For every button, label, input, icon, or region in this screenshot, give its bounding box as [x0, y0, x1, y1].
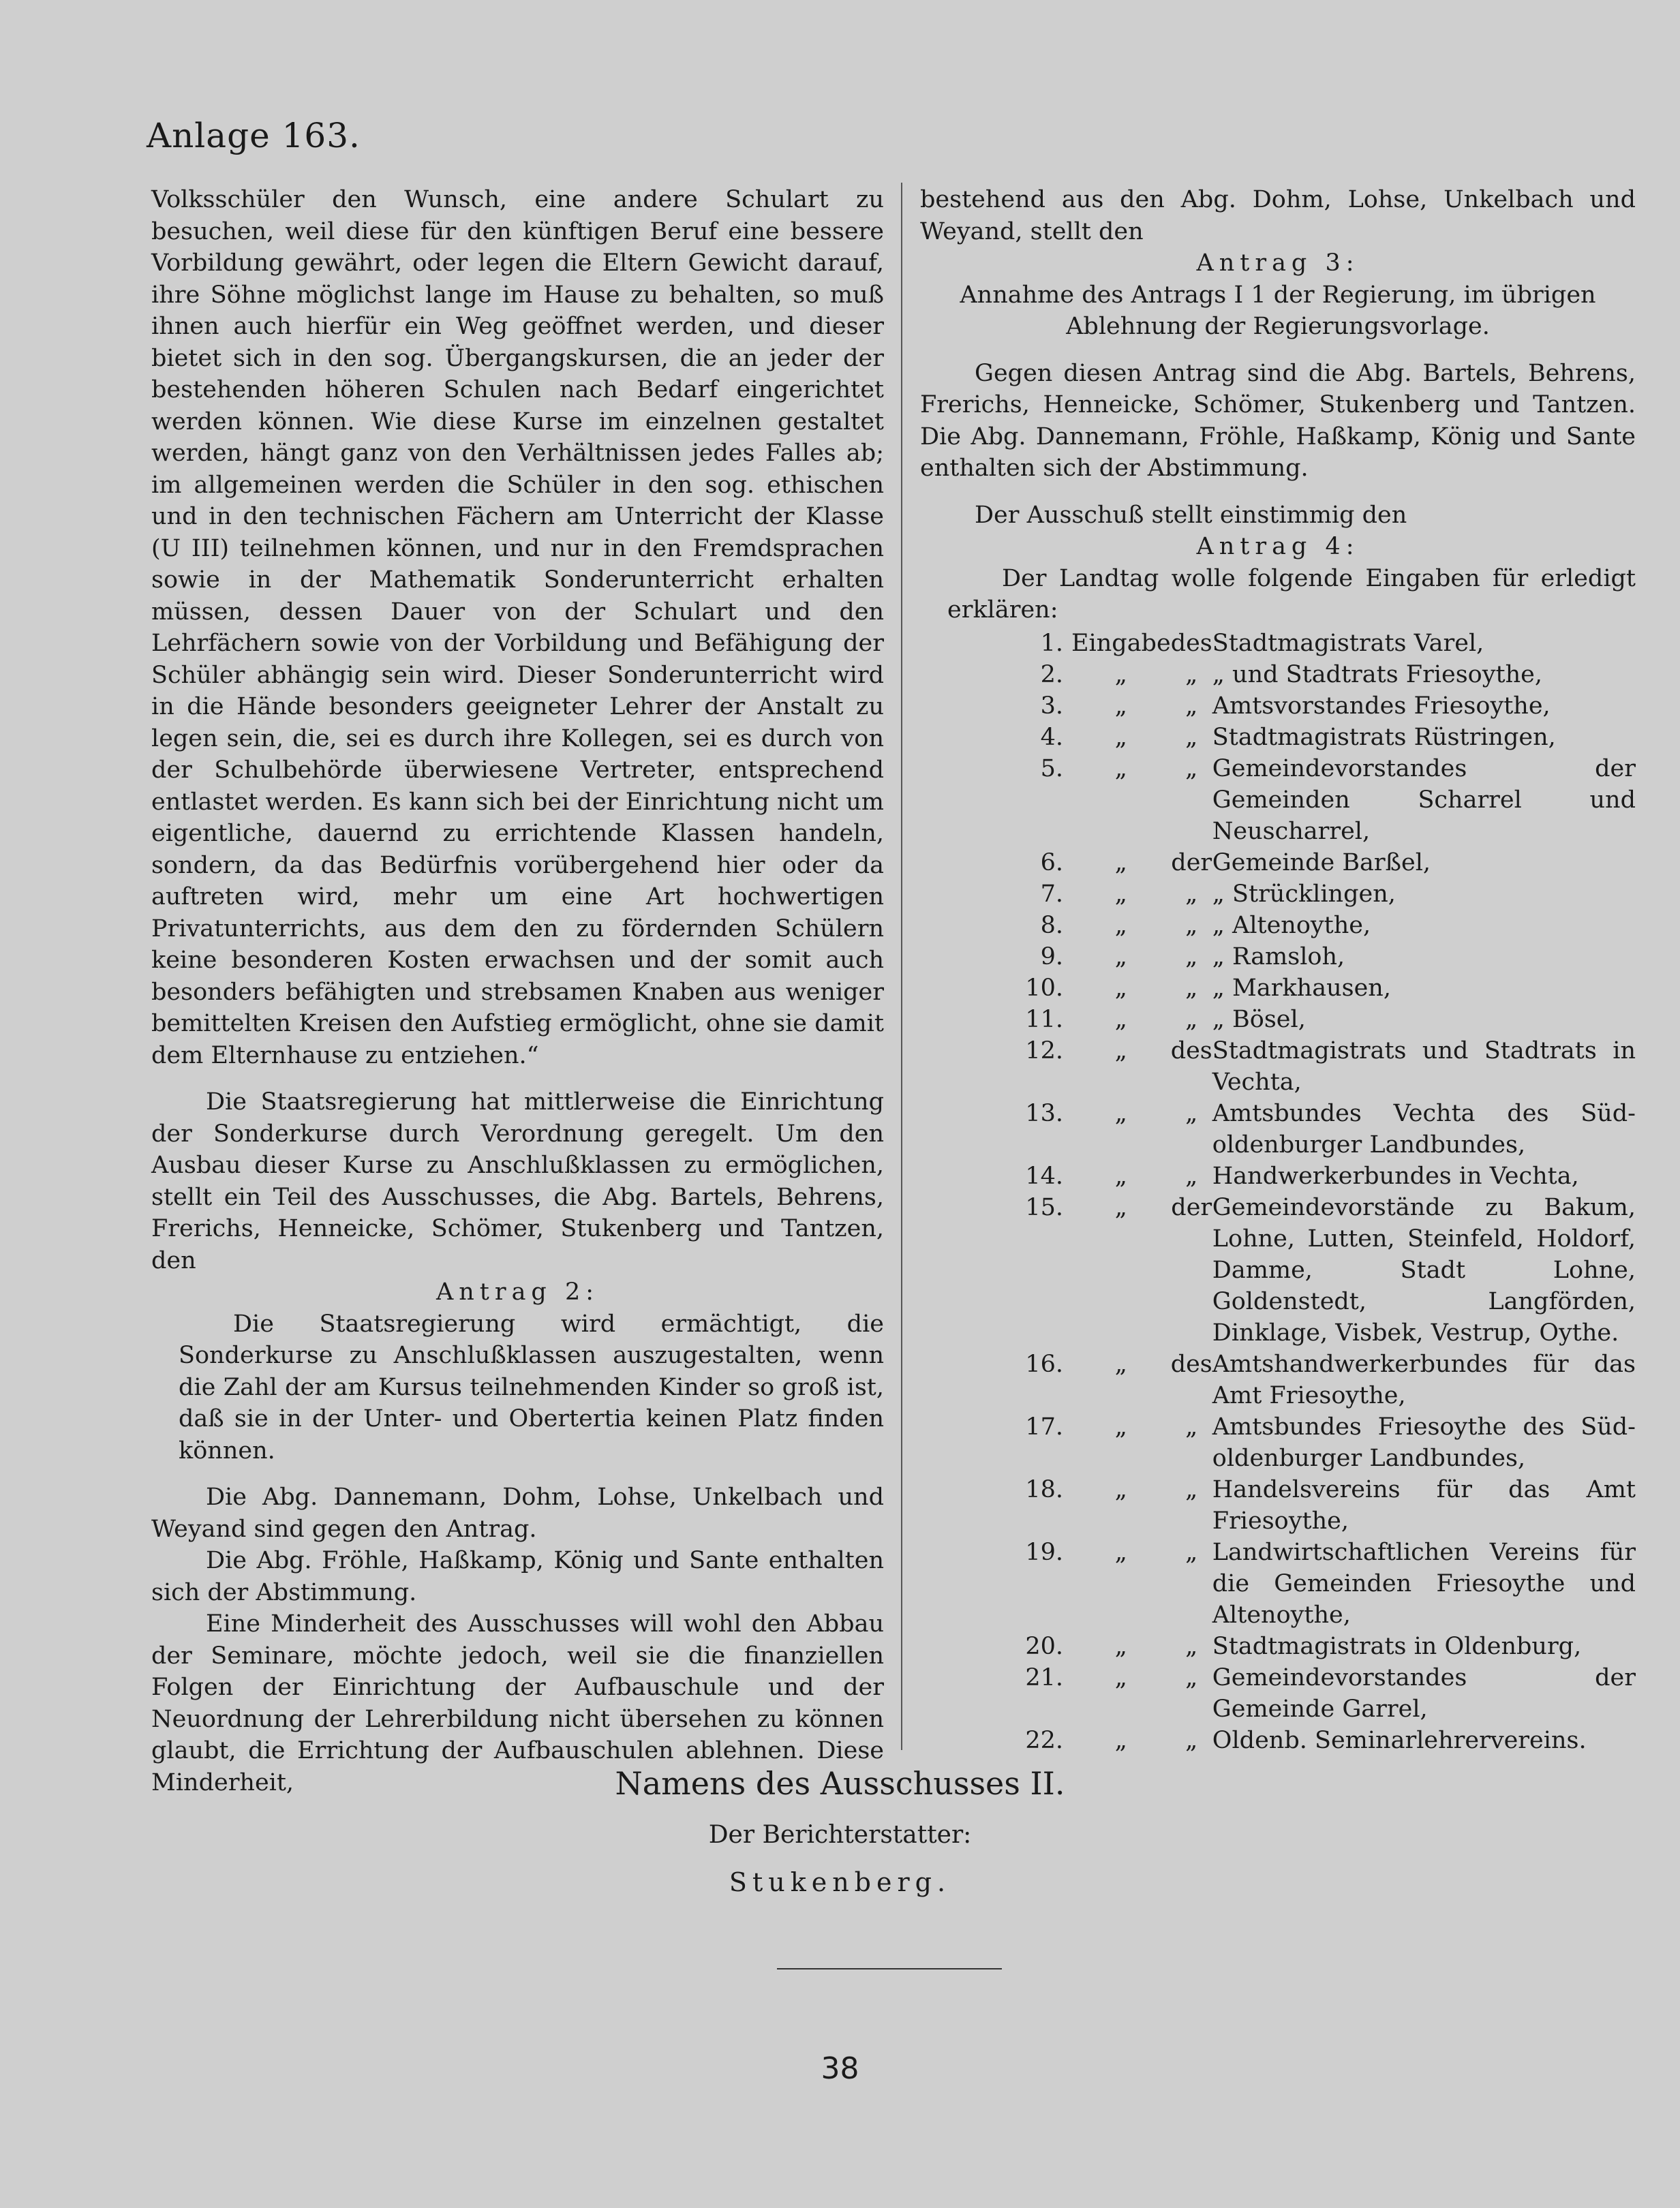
petition-prefix: „ — [1114, 723, 1127, 751]
paragraph: Gegen diesen Antrag sind die Abg. Bartels, Behrens, Frerichs, Henneicke, Schömer, Stukenberg und Tantzen. Die Abg. Dannemann, Fröhle, Haßkamp, König und Sante enthalten sich der Abstimmung. — [920, 359, 1636, 482]
paragraph: Die Abg. Fröhle, Haßkamp, König und Sante enthalten sich der Abstimmung. — [151, 1547, 884, 1606]
paragraph: Die Staatsregierung hat mittlerweise die Einrichtung der Sonderkurse durch Verordnung geregelt. Um den Ausbau dieser Kurse zu Anschlußklassen zu ermöglichen, stellt ein Teil des Ausschusses, die Abg. Bartels, Behrens, Frerichs, Henneicke, Schömer, Stukenberg und Tantzen, den — [151, 1088, 884, 1274]
petition-row — [920, 659, 1636, 690]
petition-prefix: „ — [1114, 942, 1127, 970]
petition-text: Stadtmagistrats Rüstringen, — [1212, 723, 1556, 751]
petition-article: des — [1170, 1037, 1212, 1064]
petition-prefix: „ — [1114, 660, 1127, 688]
petition-row — [920, 1662, 1636, 1725]
petition-article: „ — [1185, 880, 1198, 908]
petition-row — [920, 972, 1636, 1004]
petition-number: 16. — [1025, 1350, 1063, 1378]
petition-number: 15. — [1025, 1193, 1063, 1221]
paragraph: Der Ausschuß stellt einstimmig den — [975, 501, 1407, 529]
petition-prefix: „ — [1114, 974, 1127, 1002]
petition-text: Stadtmagistrats und Stadtrats in Vechta, — [1212, 1037, 1636, 1096]
petition-text: Oldenb. Seminarlehrervereins. — [1212, 1726, 1587, 1754]
petition-text: Landwirtschaftlichen Vereins für die Gemeinden Friesoythe und Altenoythe, — [1212, 1538, 1636, 1629]
petition-number: 18. — [1025, 1475, 1063, 1503]
petition-article: „ — [1185, 1538, 1198, 1566]
petition-prefix: „ — [1114, 1005, 1127, 1033]
petition-row — [920, 1035, 1636, 1098]
petition-row — [920, 1161, 1636, 1192]
petition-prefix: „ — [1114, 1538, 1127, 1566]
petition-row — [920, 690, 1636, 722]
petition-number: 9. — [1040, 942, 1063, 970]
motion-title: Antrag 2: — [436, 1278, 600, 1306]
petition-text: Stadtmagistrats Varel, — [1212, 629, 1484, 657]
petition-text: „ Bösel, — [1212, 1005, 1306, 1033]
rapporteur-label: Der Berichterstatter: — [708, 1821, 972, 1849]
petition-text: „ Markhausen, — [1212, 974, 1391, 1002]
petition-number: 2. — [1040, 660, 1063, 688]
petition-text: Handwerkerbundes in Vechta, — [1212, 1162, 1579, 1190]
petition-row — [920, 910, 1636, 941]
petition-prefix: „ — [1114, 692, 1127, 720]
petition-number: 12. — [1025, 1037, 1063, 1064]
petition-row — [920, 753, 1636, 847]
column-divider — [901, 183, 902, 1750]
petition-list — [920, 628, 1636, 1756]
petition-text: „ Ramsloh, — [1212, 942, 1345, 970]
paragraph: Eine Minderheit des Ausschusses will wohl den Abbau der Seminare, möchte jedoch, weil sie die finanziellen Folgen der Einrichtung der Aufbauschule und der Neuordnung der Lehrerbildung nicht übersehen zu können glaubt, die Errichtung der Aufbauschulen ablehnen. Diese Minderheit, — [151, 1610, 884, 1796]
petition-row — [920, 878, 1636, 910]
petition-row — [920, 1725, 1636, 1756]
petition-prefix: „ — [1114, 1099, 1127, 1127]
petition-text: Amtsvorstandes Friesoythe, — [1212, 692, 1551, 720]
petition-article: „ — [1185, 974, 1198, 1002]
rapporteur-name: Stukenberg. — [729, 1867, 951, 1897]
petition-row — [920, 847, 1636, 878]
horizontal-rule — [777, 1968, 1002, 1969]
petition-number: 10. — [1025, 974, 1063, 1002]
petition-prefix: „ — [1114, 754, 1127, 782]
petition-article: „ — [1185, 1413, 1198, 1441]
petition-prefix: „ — [1114, 1663, 1127, 1691]
petition-article: „ — [1185, 942, 1198, 970]
petition-number: 3. — [1040, 692, 1063, 720]
petition-text: Amtsbundes Friesoythe des Süd-oldenburger Landbundes, — [1212, 1413, 1636, 1472]
petition-text: „ Strücklingen, — [1212, 880, 1396, 908]
petition-article: des — [1170, 629, 1212, 657]
petition-prefix: „ — [1114, 1632, 1127, 1660]
petition-number: 17. — [1025, 1413, 1063, 1441]
petition-number: 21. — [1025, 1663, 1063, 1691]
petition-prefix: „ — [1114, 1350, 1127, 1378]
petition-prefix: „ — [1114, 1726, 1127, 1754]
petition-article: „ — [1185, 723, 1198, 751]
right-column — [920, 184, 1636, 1756]
petition-article: „ — [1185, 692, 1198, 720]
petition-text: Amtshandwerkerbundes für das Amt Friesoythe, — [1212, 1350, 1636, 1409]
petition-text: „ und Stadtrats Friesoythe, — [1212, 660, 1542, 688]
petition-number: 22. — [1025, 1726, 1063, 1754]
petition-article: der — [1171, 848, 1212, 876]
petition-row — [920, 628, 1636, 659]
petition-article: „ — [1185, 1005, 1198, 1033]
petition-number: 8. — [1040, 911, 1063, 939]
petition-row — [920, 941, 1636, 972]
petition-number: 19. — [1025, 1538, 1063, 1566]
page-number: 38 — [821, 2051, 859, 2086]
petition-article: „ — [1185, 1162, 1198, 1190]
petition-row — [920, 1004, 1636, 1035]
petition-number: 4. — [1040, 723, 1063, 751]
paragraph: Volksschüler den Wunsch, eine andere Schulart zu besuchen, weil diese für den künftigen Beruf eine bessere Vorbildung gewährt, oder legen die Eltern Gewicht darauf, ihre Söhne möglichst lange im Hause zu behalten, so muß ihnen auch hierfür ein Weg geöffnet werden, und dieser bietet sich in den sog. Übergangskursen, die an jeder der bestehenden höheren Schulen nach Bedarf eingerichtet werden können. Wie diese Kurse im einzelnen gestaltet werden, hängt ganz von den Verhältnissen jedes Falles ab; im allgemeinen werden die Schüler in den sog. ethischen und in den technischen Fächern am Unterricht der Klasse (U III) teilnehmen können, und nur in den Fremdsprachen sowie in der Mathematik Sonderunterricht erhalten müssen, dessen Dauer von der Schulart und den Lehrfächern sowie von der Vorbildung und Befähigung der Schüler abhängig sein wird. Dieser Sonderunterricht wird in die Hände besonders geeigneter Lehrer der Anstalt zu legen sein, die, sei es durch ihre Kollegen, sei es durch von der Schulbehörde überwiesene Vertreter, entsprechend entlastet werden. Es kann sich bei der Einrichtung nicht um eigentliche, dauernd zu errichtende Klassen handeln, sondern, da das Bedürfnis vorübergehend hier oder da auftreten wird, mehr um eine Art hochwertigen Privatunterrichts, aus dem den zu fördernden Schülern keine besonderen Kosten erwachsen und der somit auch besonders befähigten und strebsamen Knaben aus weniger bemittelten Kreisen den Aufstieg ermöglicht, ohne sie damit dem Elternhause zu entziehen.“ — [151, 186, 884, 1069]
page-header: Anlage 163. — [147, 116, 361, 155]
petition-text: „ Altenoythe, — [1212, 911, 1371, 939]
petition-text: Gemeindevorstandes der Gemeinden Scharrel und Neuscharrel, — [1212, 754, 1636, 845]
petition-row — [920, 1474, 1636, 1537]
petition-article: „ — [1185, 911, 1198, 939]
petition-number: 6. — [1040, 848, 1063, 876]
petition-article: „ — [1185, 1475, 1198, 1503]
petition-number: 13. — [1025, 1099, 1063, 1127]
petition-text: Gemeinde Barßel, — [1212, 848, 1431, 876]
petition-text: Amtsbundes Vechta des Süd-oldenburger Landbundes, — [1212, 1099, 1636, 1159]
petition-number: 1. — [1040, 629, 1063, 657]
petition-row — [920, 1631, 1636, 1662]
petition-number: 7. — [1040, 880, 1063, 908]
petition-article: „ — [1185, 1663, 1198, 1691]
petition-prefix: „ — [1114, 1037, 1127, 1064]
petition-text: Gemeindevorstände zu Bakum, Lohne, Lutten, Steinfeld, Holdorf, Damme, Stadt Lohne, Goldenstedt, Langförden, Dinklage, Visbek, Vestrup, Oythe. — [1212, 1193, 1636, 1347]
petition-prefix: Eingabe — [1071, 629, 1171, 657]
motion-text: Der Landtag wolle folgende Eingaben für erledigt erklären: — [947, 564, 1636, 624]
petition-article: „ — [1185, 660, 1198, 688]
petition-article: des — [1170, 1350, 1212, 1378]
motion-text: Annahme des Antrags I 1 der Regierung, im übrigen Ablehnung der Regierungsvorlage. — [960, 281, 1596, 340]
petition-row — [920, 1349, 1636, 1411]
petition-row — [920, 1098, 1636, 1161]
petition-prefix: „ — [1114, 1193, 1127, 1221]
petition-article: der — [1171, 1193, 1212, 1221]
petition-row — [920, 1192, 1636, 1349]
petition-number: 14. — [1025, 1162, 1063, 1190]
petition-number: 11. — [1025, 1005, 1063, 1033]
left-column — [151, 184, 884, 1798]
motion-text: Die Staatsregierung wird ermächtigt, die Sonderkurse zu Anschlußklassen auszugestalten, wenn die Zahl der am Kursus teilnehmenden Kinder so groß ist, daß sie in der Unter- und Obertertia keinen Platz finden können. — [179, 1310, 884, 1465]
petition-text: Gemeindevorstandes der Gemeinde Garrel, — [1212, 1663, 1636, 1723]
paragraph: bestehend aus den Abg. Dohm, Lohse, Unkelbach und Weyand, stellt den — [920, 186, 1636, 245]
petition-text: Stadtmagistrats in Oldenburg, — [1212, 1632, 1582, 1660]
motion-title: Antrag 3: — [1196, 249, 1360, 277]
petition-article: „ — [1185, 1632, 1198, 1660]
petition-prefix: „ — [1114, 848, 1127, 876]
petition-prefix: „ — [1114, 880, 1127, 908]
committee-signature: Namens des Ausschusses II. — [615, 1765, 1065, 1802]
petition-prefix: „ — [1114, 911, 1127, 939]
petition-prefix: „ — [1114, 1413, 1127, 1441]
petition-prefix: „ — [1114, 1475, 1127, 1503]
motion-title: Antrag 4: — [1196, 533, 1360, 560]
petition-article: „ — [1185, 754, 1198, 782]
petition-article: „ — [1185, 1099, 1198, 1127]
petition-text: Handelsvereins für das Amt Friesoythe, — [1212, 1475, 1636, 1535]
petition-prefix: „ — [1114, 1162, 1127, 1190]
petition-number: 5. — [1040, 754, 1063, 782]
petition-row — [920, 722, 1636, 753]
petition-row — [920, 1411, 1636, 1474]
petition-number: 20. — [1025, 1632, 1063, 1660]
petition-article: „ — [1185, 1726, 1198, 1754]
paragraph: Die Abg. Dannemann, Dohm, Lohse, Unkelbach und Weyand sind gegen den Antrag. — [151, 1484, 884, 1543]
petition-row — [920, 1537, 1636, 1631]
